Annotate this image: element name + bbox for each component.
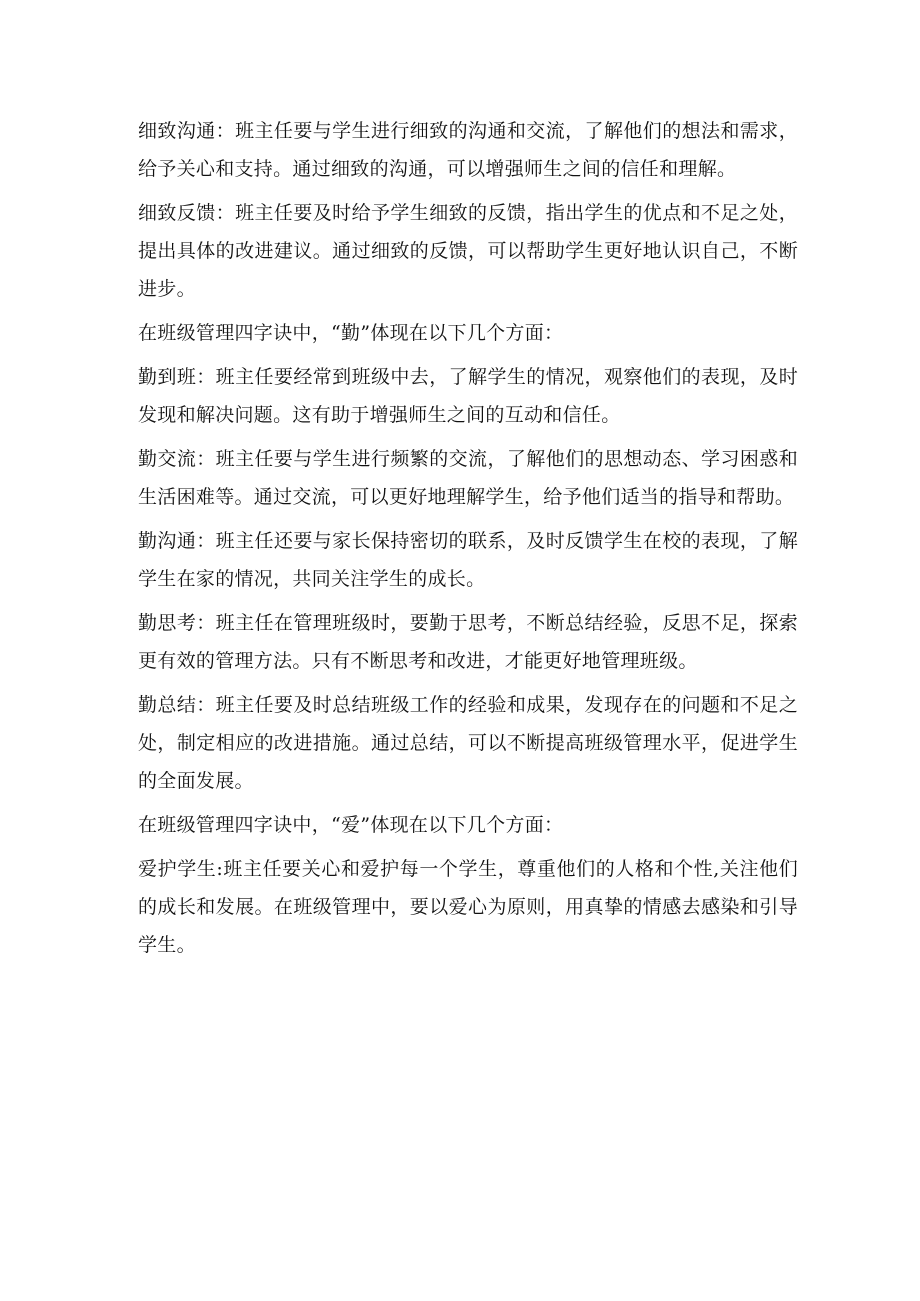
paragraph-diligent-thinking: 勤思考：班主任在管理班级时，要勤于思考，不断总结经验，反思不足，探索更有效的管理方法。只有不断思考和改进，才能更好地管理班级。 [138, 612, 798, 672]
paragraph-diligence-intro: 在班级管理四字诀中，“勤”体现在以下几个方面： [138, 322, 564, 344]
paragraph-frequent-exchange: 勤交流：班主任要与学生进行频繁的交流，了解他们的思想动态、学习困惑和生活困难等。通过交流，可以更好地理解学生，给予他们适当的指导和帮助。 [138, 448, 798, 508]
paragraph-parent-communication: 勤沟通：班主任还要与家长保持密切的联系，及时反馈学生在校的表现，了解学生在家的情况，共同关注学生的成长。 [138, 530, 798, 590]
document-body [138, 112, 798, 970]
paragraph-detailed-feedback: 细致反馈：班主任要及时给予学生细致的反馈，指出学生的优点和不足之处，提出具体的改进建议。通过细致的反馈，可以帮助学生更好地认识自己，不断进步。 [138, 202, 798, 300]
paragraph-detailed-communication: 细致沟通：班主任要与学生进行细致的沟通和交流，了解他们的想法和需求，给予关心和支持。通过细致的沟通，可以增强师生之间的信任和理解。 [138, 120, 798, 180]
paragraph-love-intro: 在班级管理四字诀中，“爱”体现在以下几个方面： [138, 814, 564, 836]
paragraph-diligent-summary: 勤总结：班主任要及时总结班级工作的经验和成果，发现存在的问题和不足之处，制定相应的改进措施。通过总结，可以不断提高班级管理水平，促进学生的全面发展。 [138, 694, 798, 792]
paragraph-visit-class: 勤到班：班主任要经常到班级中去，了解学生的情况，观察他们的表现，及时发现和解决问题。这有助于增强师生之间的互动和信任。 [138, 366, 798, 426]
paragraph-care-students: 爱护学生:班主任要关心和爱护每一个学生，尊重他们的人格和个性,关注他们的成长和发展。在班级管理中，要以爱心为原则，用真挚的情感去感染和引导学生。 [138, 858, 798, 956]
